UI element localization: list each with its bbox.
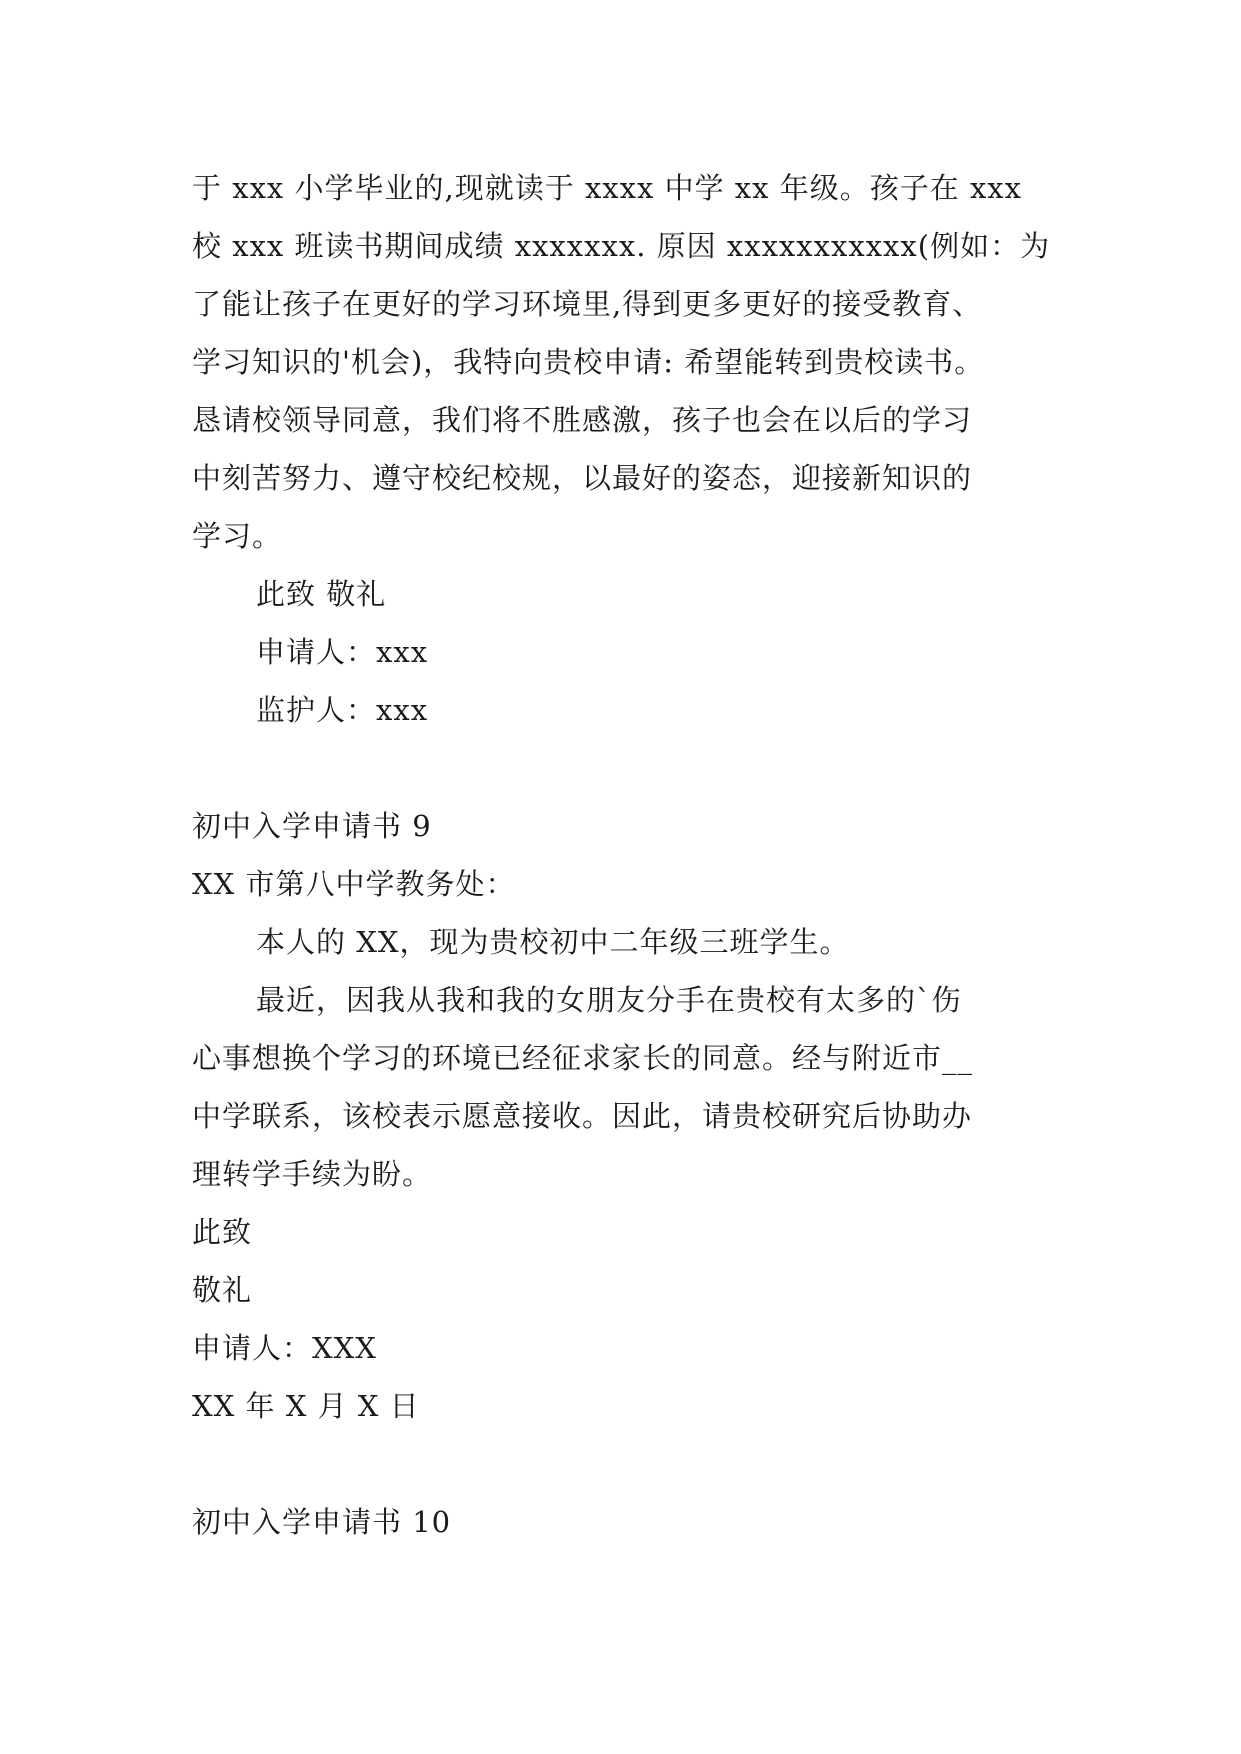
closing-salutation: 此致 敬礼: [256, 577, 387, 611]
paragraph-line: 学习。: [192, 519, 283, 553]
intro-line: 本人的 XX，现为贵校初中二年级三班学生。: [256, 925, 850, 959]
paragraph-line: 了能让孩子在更好的学习环境里,得到更多更好的接受教育、: [192, 287, 983, 321]
date-line: XX 年 X 月 X 日: [192, 1389, 420, 1423]
applicant-line: 申请人：xxx: [256, 635, 429, 669]
addressee: XX 市第八中学教务处：: [192, 867, 516, 901]
closing-line: 敬礼: [192, 1273, 253, 1307]
section-title: 初中入学申请书 10: [192, 1505, 452, 1539]
paragraph-line: 恳请校领导同意，我们将不胜感激，孩子也会在以后的学习: [192, 403, 973, 437]
paragraph-line: 学习知识的'机会)，我特向贵校申请: 希望能转到贵校读书。: [192, 345, 985, 379]
paragraph-line: 校 xxx 班读书期间成绩 xxxxxxx. 原因 xxxxxxxxxxx(例如：为: [192, 229, 1051, 263]
section-title: 初中入学申请书 9: [192, 809, 432, 843]
guardian-line: 监护人：xxx: [256, 693, 429, 727]
paragraph-line: 最近，因我从我和我的女朋友分手在贵校有太多的`伤: [256, 983, 962, 1017]
paragraph-line: 中刻苦努力、遵守校纪校规，以最好的姿态，迎接新知识的: [192, 461, 973, 495]
paragraph-line: 心事想换个学习的环境已经征求家长的同意。经与附近市__: [192, 1041, 974, 1075]
applicant-line: 申请人：XXX: [192, 1331, 377, 1365]
closing-line: 此致: [192, 1215, 253, 1249]
paragraph-line: 于 xxx 小学毕业的,现就读于 xxxx 中学 xx 年级。孩子在 xxx: [192, 171, 1023, 205]
paragraph-line: 中学联系，该校表示愿意接收。因此，请贵校研究后协助办: [192, 1099, 973, 1133]
paragraph-line: 理转学手续为盼。: [192, 1157, 433, 1191]
